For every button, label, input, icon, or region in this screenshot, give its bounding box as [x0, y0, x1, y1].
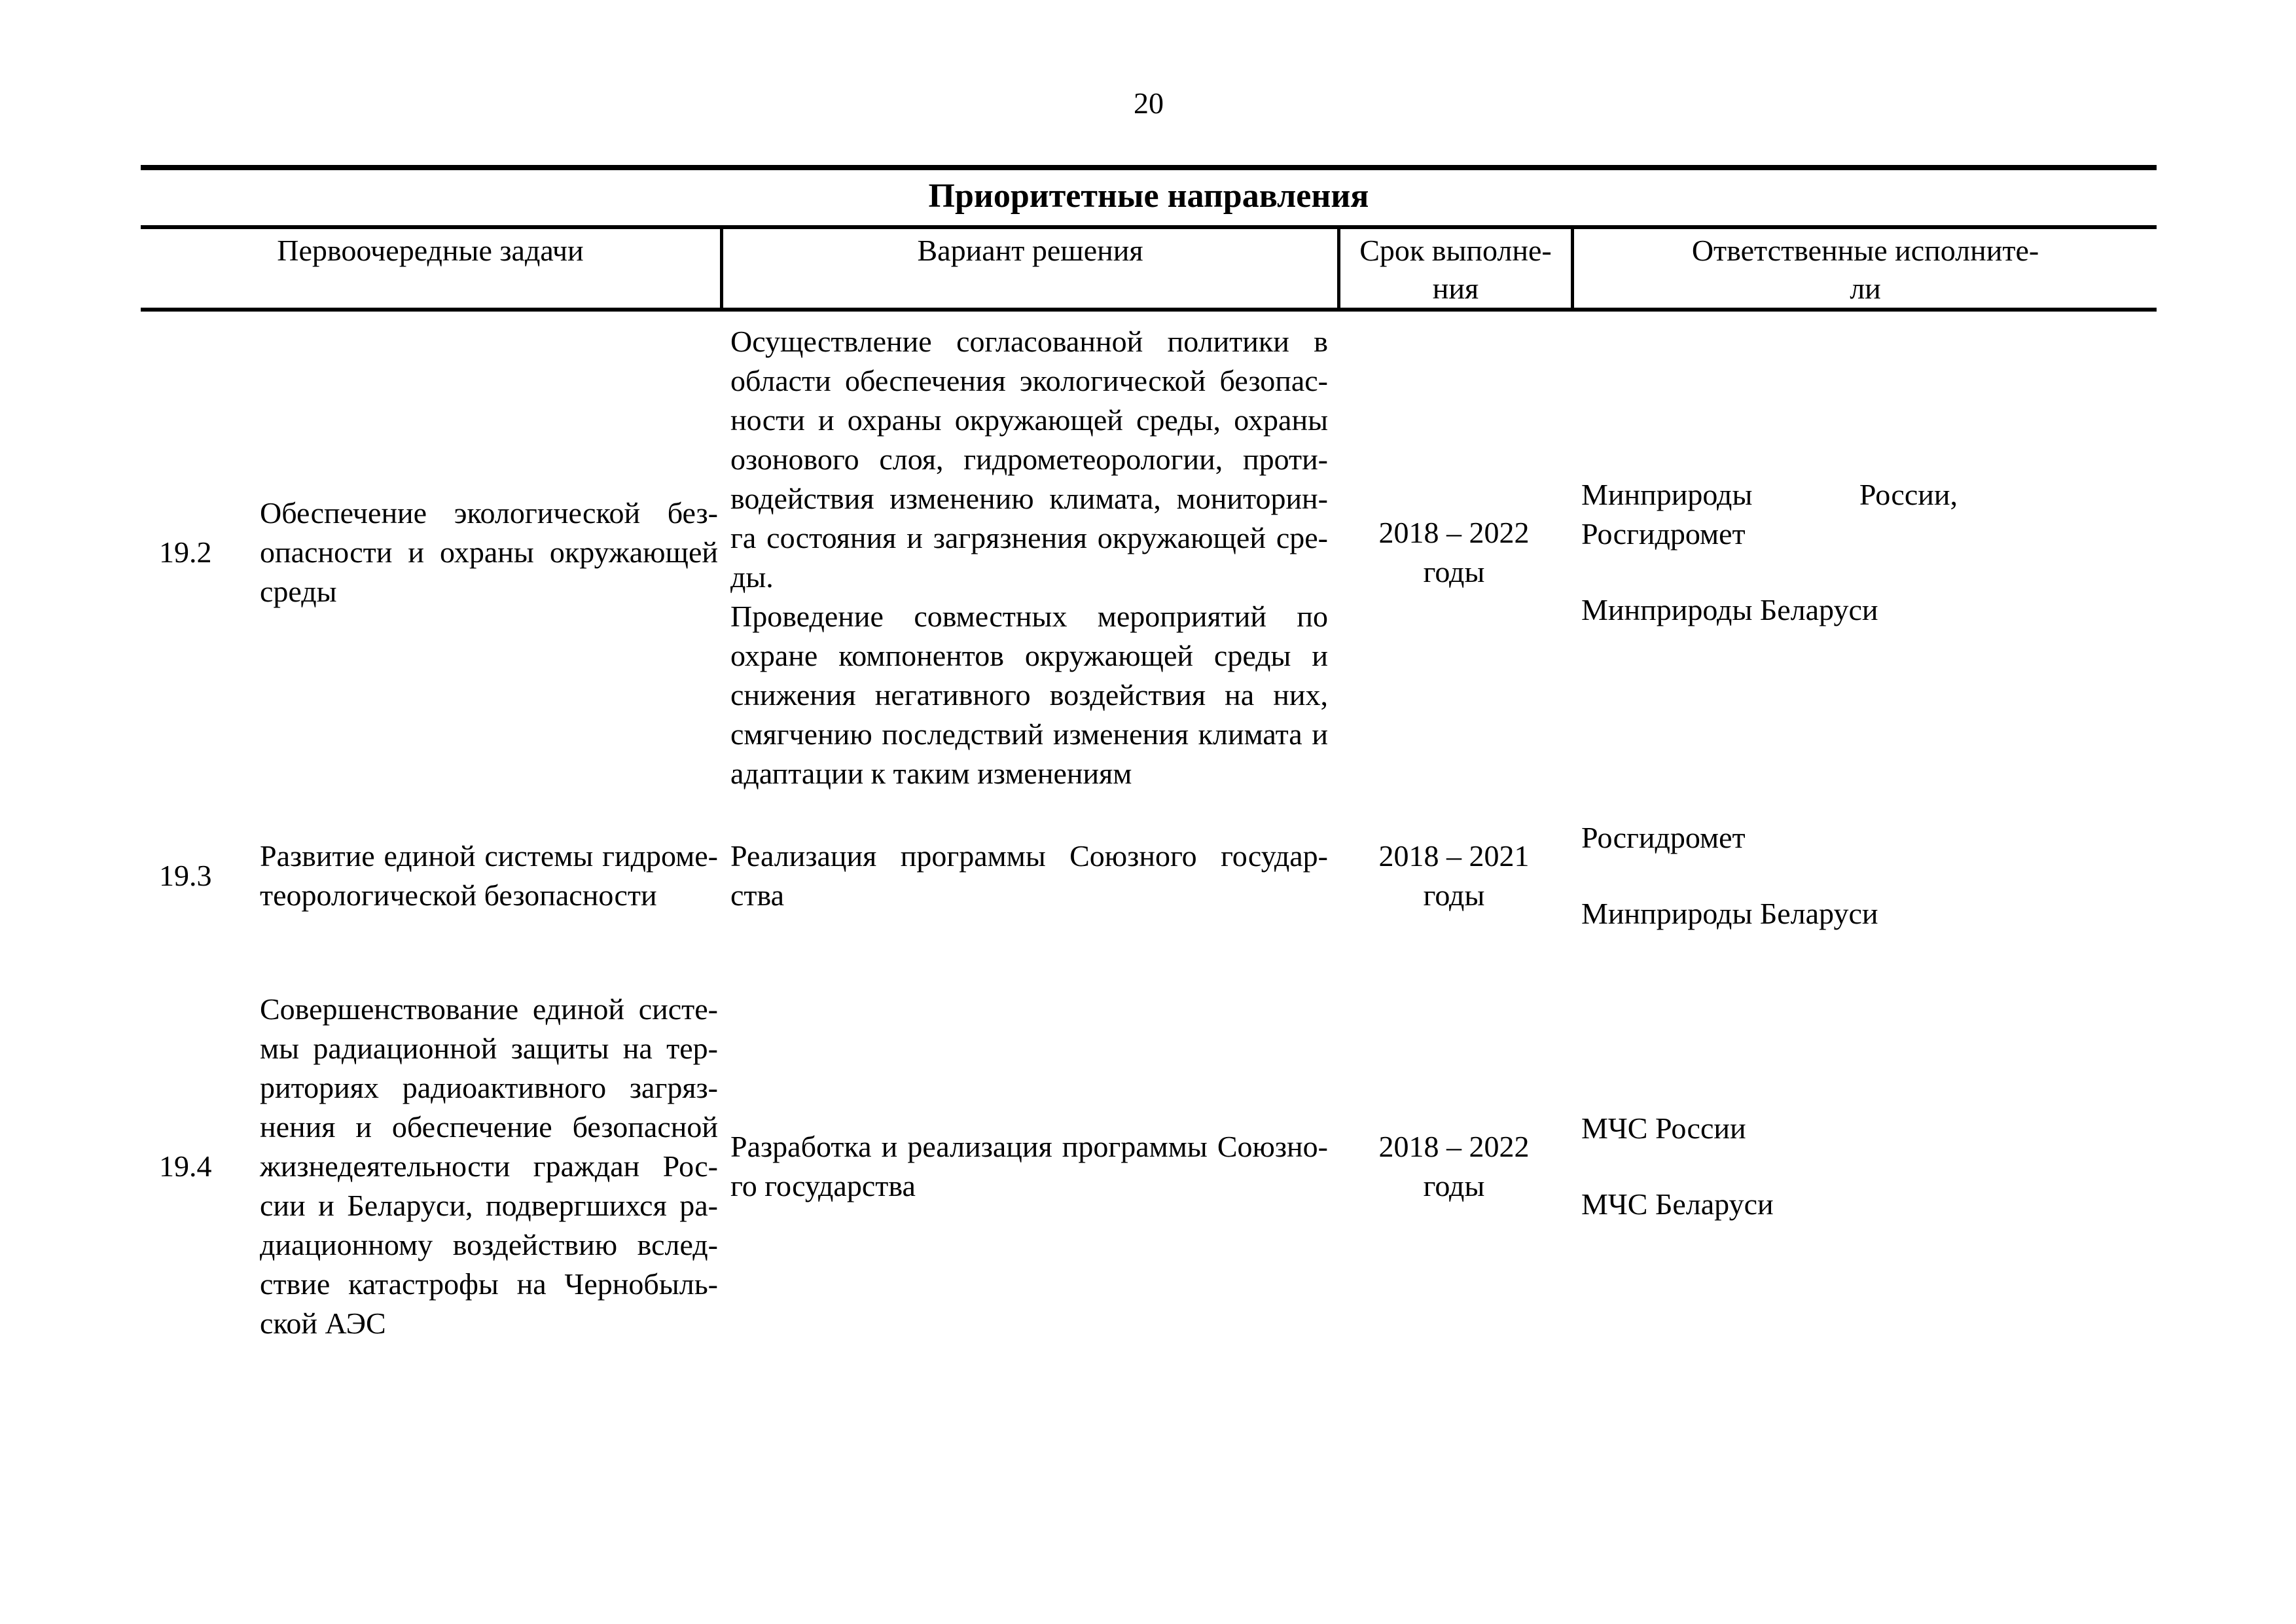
table-title: Приоритетные направления	[141, 165, 2157, 225]
cell-term: 2018 – 2022 годы	[1378, 1130, 1530, 1202]
cell-task	[141, 494, 720, 611]
executors-text: МЧС России МЧС Беларуси	[1581, 1111, 1774, 1221]
priority-directions-table	[141, 165, 2157, 1350]
cell-solution: Осуществление согласованной политики в области обеспечения экологической безопас- ности и охраны окружающей среды, охраны озонового слоя, гидрометеорологии, проти- водействия изменению климата, мониторин- га состояния и загрязнения окружающей сре- ды. Проведение совместных мероприятий по охране компонентов окружающей среды и снижения негативного воздействия на них, смягчению последствий изменения климата и адаптации к таким изменениям	[730, 325, 1328, 790]
table-row	[141, 983, 2157, 1350]
cell-task	[141, 990, 720, 1343]
executors-text: Росгидромет Минприроды Беларуси	[1581, 821, 1878, 930]
table-row	[141, 312, 2157, 793]
page-number: 20	[1134, 86, 1164, 120]
cell-solution: Разработка и реализация программы Союзно- го государства	[730, 1130, 1328, 1202]
row-number: 19.4	[159, 1149, 212, 1183]
task-text: Обеспечение экологической без- опасности и охраны окружающей среды	[260, 496, 718, 608]
header-cell-solution: Вариант решения	[720, 229, 1337, 308]
header-cell-term: Срок выполне- ния	[1337, 229, 1571, 308]
row-number: 19.3	[159, 859, 212, 892]
cell-term: 2018 – 2021 годы	[1378, 839, 1530, 912]
table-row	[141, 793, 2157, 958]
row-number: 19.2	[159, 535, 212, 569]
cell-solution: Реализация программы Союзного государ- ства	[730, 839, 1328, 912]
task-text: Совершенствование единой систе- мы радиационной защиты на тер- риториях радиоактивного загряз- нения и обеспечение безопасной жизнедеятельности граждан Рос- сии и Беларуси, подвергшихся ра- диационному воздействию вслед- ствие катастрофы на Чернобыль- ской АЭС	[260, 992, 718, 1340]
table-header-row	[141, 225, 2157, 312]
cell-task	[141, 837, 720, 915]
task-text: Развитие единой системы гидроме- теорологической безопасности	[260, 839, 718, 912]
cell-executors	[1571, 818, 2157, 933]
executors-text: Минприроды России, Росгидромет Минприроды Беларуси	[1581, 478, 1958, 626]
cell-executors	[1571, 1109, 2157, 1224]
header-cell-executors: Ответственные исполните- ли	[1571, 229, 2157, 308]
cell-executors	[1571, 475, 2157, 630]
cell-term: 2018 – 2022 годы	[1378, 516, 1530, 588]
header-cell-tasks: Первоочередные задачи	[277, 234, 584, 267]
